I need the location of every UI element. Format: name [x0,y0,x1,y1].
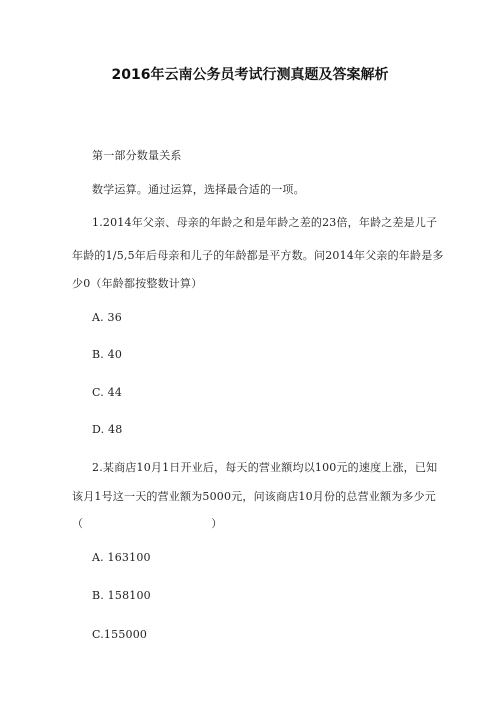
question-1-line-1: 1.2014年父亲、母亲的年龄之和是年龄之差的23倍，年龄之差是儿子 [92,216,438,229]
section-heading: 第一部分数量关系 [92,149,182,162]
question-2-option-a: A. 163100 [92,551,151,564]
blank-close-paren: ） [211,517,223,530]
question-1-option-d: D. 48 [92,423,123,436]
question-2-line-1: 2.某商店10月1日开业后，每天的营业额均以100元的速度上涨，已知 [92,461,438,474]
document-title: 2016年云南公务员考试行测真题及答案解析 [111,67,389,83]
question-2-option-b: B. 158100 [92,589,151,602]
question-1-line-3: 少0（年龄都按整数计算） [72,277,203,290]
instructions: 数学运算。通过运算，选择最合适的一项。 [92,183,305,196]
question-1-option-b: B. 40 [92,348,123,361]
blank-open-paren: （ [72,517,84,530]
question-2-line-2: 该月1号这一天的营业额为5000元，问该商店10月份的总营业额为多少元 [72,490,436,503]
question-1-option-c: C. 44 [92,386,123,399]
question-2-answer-blank [72,515,222,531]
question-1-line-2: 年龄的1/5,5年后母亲和儿子的年龄都是平方数。问2014年父亲的年龄是多 [72,249,444,262]
question-1-option-a: A. 36 [92,311,122,324]
question-2-option-c: C.155000 [92,628,148,641]
